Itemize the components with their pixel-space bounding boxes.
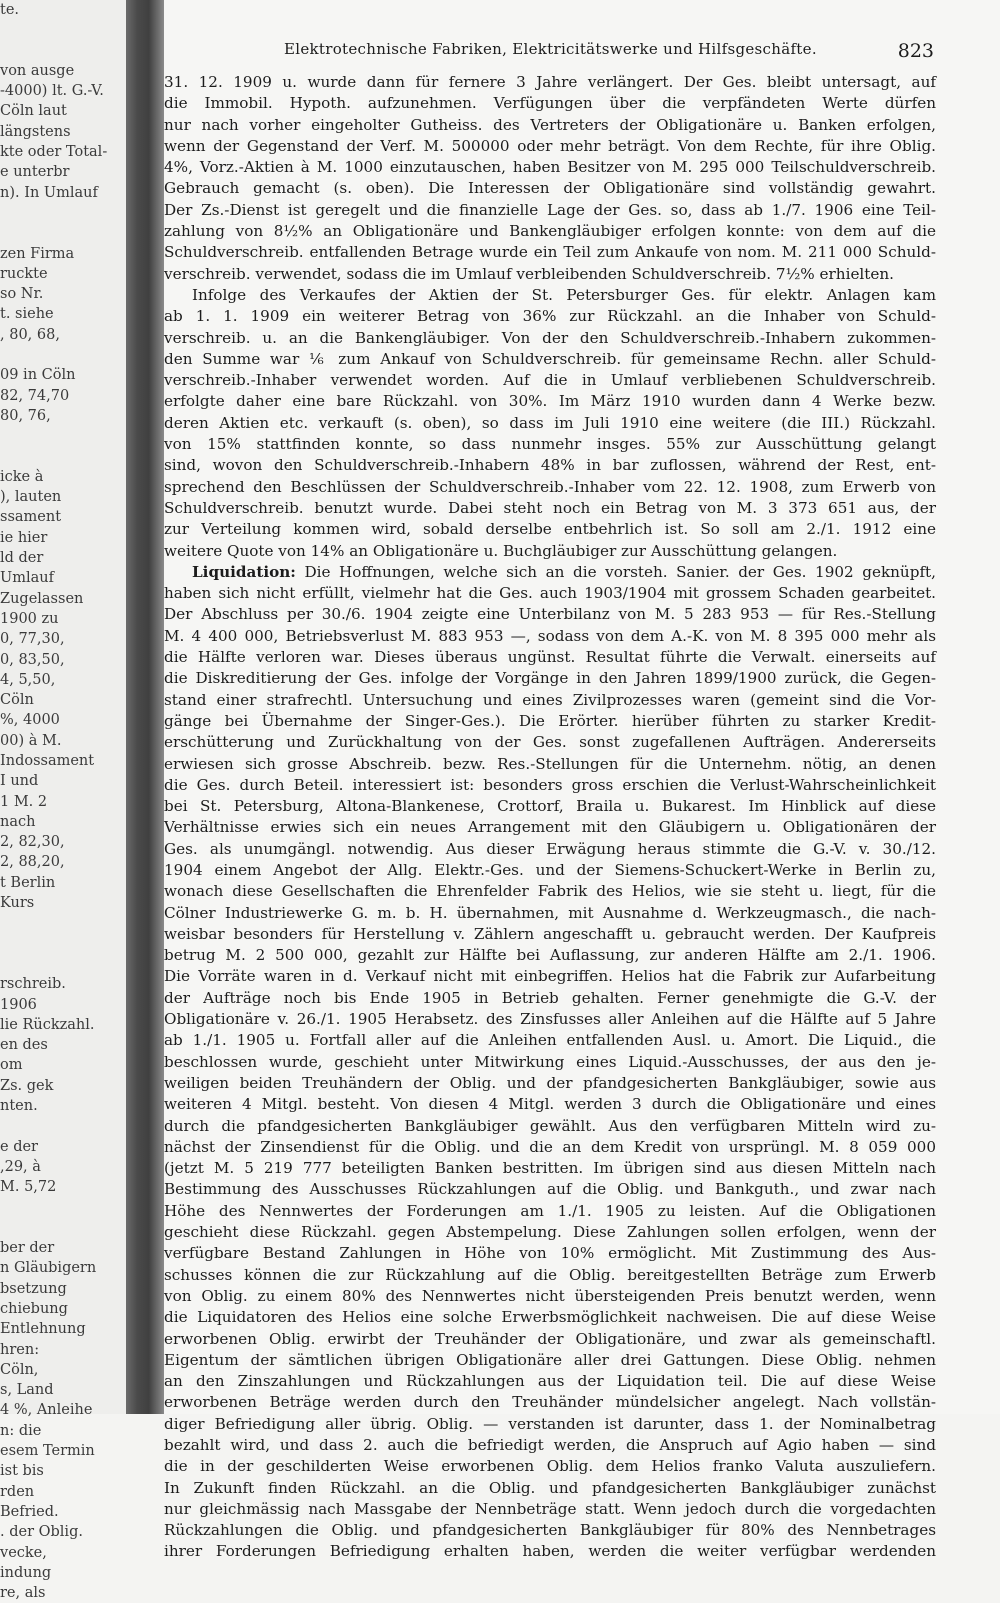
left-page-line: om — [0, 1057, 23, 1074]
left-page-line: Cöln — [0, 692, 34, 709]
body-line: In Zukunft finden Rückzahl. an die Oblig. und pfandgesicherten Bankgläubiger zunächst — [164, 1478, 936, 1497]
body-line: weitere Quote von 14% an Obligationäre u. Buchgläubiger zur Ausschüttung gelangen. — [164, 541, 838, 560]
page-number: 823 — [897, 40, 934, 62]
body-line: nur nach vorher eingeholter Gutheiss. des Vertreters der Obligationäre u. Banken erfolgen, — [164, 115, 936, 134]
body-line: die Diskreditierung der Ges. infolge der Vorgänge in den Jahren 1899/1900 zurück, die Gegen- — [164, 669, 936, 688]
body-line: Bestimmung des Ausschusses Rückzahlungen auf die Oblig. und Bankguth., und zwar nach — [164, 1180, 936, 1199]
body-line: 1904 einem Angebot der Allg. Elektr.-Ges. und der Siemens-Schuckert-Werke in Berlin zu, — [164, 860, 936, 879]
left-page-line: bsetzung — [0, 1280, 67, 1297]
body-line: sind, wovon den Schuldverschreib.-Inhabern 48% in bar zuflossen, während der Rest, ent- — [164, 456, 936, 475]
body-line: erfolgte daher eine bare Rückzahl. von 30%. Im März 1910 wurden dann 4 Werke bezw. — [164, 392, 936, 411]
left-page-line: ), lauten — [0, 489, 62, 506]
left-page-line: Cöln, — [0, 1361, 39, 1378]
body-line: zur Verteilung kommen wird, sobald derselbe entbehrlich ist. So soll am 2./1. 1912 eine — [164, 520, 936, 539]
left-page-line: 0, 83,50, — [0, 651, 65, 668]
body-line: ab 1. 1. 1909 ein weiterer Betrag von 36% zur Rückzahl. an die Inhaber von Schuld- — [164, 307, 936, 326]
body-line: M. 4 400 000, Betriebsverlust M. 883 953 —, sodass von dem A.-K. von M. 8 395 000 mehr als — [164, 626, 936, 645]
left-page-line: . der Oblig. — [0, 1524, 83, 1541]
body-line: diger Befriedigung aller übrig. Oblig. — verstanden ist darunter, dass 1. der Nominalbetrag — [164, 1414, 936, 1433]
body-line: Die Vorräte waren in d. Verkauf nicht mit einbegriffen. Helios hat die Fabrik zur Aufarbeitung — [164, 967, 936, 986]
body-line: (jetzt M. 5 219 777 beteiligten Banken bestritten. Im übrigen sind aus diesen Mitteln nach — [164, 1159, 936, 1178]
body-line: wenn der Gegenstand der Verf. M. 500000 oder mehr beträgt. Von dem Rechte, für ihre Oblig. — [164, 136, 936, 155]
body-line: wonach diese Gesellschaften die Ehrenfelder Fabrik des Helios, wie sie steht u. liegt, für die — [164, 882, 936, 901]
left-page-line: re, als — [0, 1585, 46, 1602]
left-page-line: 2, 88,20, — [0, 854, 65, 871]
left-page-line: ist bis — [0, 1463, 44, 1480]
section-lead-in: Liquidation: — [192, 562, 296, 581]
left-page-line: von ausge — [0, 62, 75, 79]
left-page-line: , 80, 68, — [0, 326, 60, 343]
left-page-line — [0, 41, 118, 61]
left-page-line — [0, 934, 118, 954]
left-page-line: 4, 5,50, — [0, 671, 56, 688]
left-page-line — [0, 345, 118, 365]
left-page-line: hren: — [0, 1341, 40, 1358]
body-line: ihrer Forderungen Befriedigung erhalten haben, werden die weiter verfügbar werdenden — [164, 1542, 936, 1561]
left-page-line: so Nr. — [0, 286, 44, 303]
left-page-line: n Gläubigern — [0, 1260, 97, 1277]
left-page-line: s, Land — [0, 1382, 54, 1399]
body-line: bezahlt wird, und dass 2. auch die befriedigt werden, die Anspruch auf Agio haben — sind — [164, 1436, 936, 1454]
body-line: an den Zinszahlungen und Rückzahlungen aus der Liquidation teil. Die auf diese Weise — [164, 1372, 936, 1391]
body-line: Schuldverschreib. benutzt wurde. Dabei steht noch ein Betrag von M. 3 373 651 aus, der — [164, 498, 936, 517]
body-line: durch die pfandgesicherten Bankgläubiger gewählt. Aus den verfügbaren Mitteln wird zu- — [164, 1116, 936, 1135]
left-page-line — [0, 1116, 118, 1136]
body-line: die Liquidatoren des Helios eine solche Erwerbsmöglichkeit nachweisen. Die auf diese Weise — [164, 1308, 936, 1327]
left-page-line: Umlauf — [0, 570, 54, 587]
running-head: Elektrotechnische Fabriken, Elektricitätswerke und Hilfsgeschäfte. — [284, 40, 817, 58]
body-line: zahlung von 8½% an Obligationäre und Bankengläubiger erfolgen konnte: von dem auf die — [164, 222, 936, 241]
body-line: den Summe war ⅙ zum Ankauf von Schuldverschreib. für gemeinsame Rechn. aller Schuld- — [164, 349, 936, 368]
body-line: stand einer strafrechtl. Untersuchung und eines Zivilprozesses waren (gemeint sind die Vor- — [164, 690, 936, 709]
body-line: 4%, Vorz.-Aktien à M. 1000 einzutauschen, haben Besitzer von M. 295 000 Teilschuldverschreib. — [164, 158, 936, 177]
left-page-line — [0, 913, 118, 933]
body-line: geschieht diese Rückzahl. gegen Abstempelung. Diese Zahlungen sollen erfolgen, wenn der — [164, 1223, 936, 1242]
body-line: erworbenen Oblig. erwirbt der Treuhänder der Obligationäre, und zwar als gemeinschaftl. — [164, 1329, 936, 1348]
body-line: Infolge des Verkaufes der Aktien der St. Petersburger Ges. für elektr. Anlagen kam — [192, 285, 936, 304]
left-page-line: ,29, à — [0, 1158, 41, 1175]
left-page-line: kte oder Total- — [0, 144, 108, 161]
left-page-line: lie Rückzahl. — [0, 1016, 95, 1033]
body-line: Verhältnisse erwies sich ein neues Arrangement mit den Gläubigern u. Obligationären der — [164, 818, 936, 837]
main-page — [164, 0, 1000, 1561]
body-line: haben sich nicht erfüllt, vielmehr hat die Ges. auch 1903/1904 mit grossem Schaden gearbeitet. — [164, 584, 936, 603]
left-page-line: vecke, — [0, 1544, 47, 1561]
left-page-line: zen Firma — [0, 245, 75, 262]
left-page-line: t Berlin — [0, 874, 56, 891]
body-line: sprechend den Beschlüssen der Schuldverschreib.-Inhaber vom 22. 12. 1908, zum Erwerb von — [164, 477, 936, 496]
left-page-line: Zs. gek — [0, 1077, 54, 1094]
body-line: betrug M. 2 500 000, gezahlt zur Hälfte bei Auflassung, zur anderen Hälfte am 2./1. 1906. — [164, 946, 936, 965]
left-page-line: Befried. — [0, 1503, 59, 1520]
left-page-line: Zugelassen — [0, 590, 84, 607]
left-page-line — [0, 426, 118, 446]
body-line: deren Aktien etc. verkauft (s. oben), so dass im Juli 1910 eine weitere (die III.) Rückzahl. — [164, 413, 936, 432]
left-page-text-column — [0, 0, 118, 1603]
body-line: ab 1./1. 1905 u. Fortfall aller auf die Anleihen entfallenden Ausl. u. Amort. Die Liquid., die — [164, 1031, 936, 1050]
left-page-line: 1906 — [0, 996, 37, 1013]
left-page-line: e unterbr — [0, 164, 70, 181]
body-line: weiteren 4 Mitgl. besteht. Von diesen 4 Mitgl. werden 3 durch die Obligationäre und eines — [164, 1095, 936, 1114]
left-page-line — [0, 223, 118, 243]
left-page-line: esem Termin — [0, 1443, 95, 1460]
body-line: Rückzahlungen die Oblig. und pfandgesicherten Bankgläubiger für 80% des Nennbetrages — [164, 1521, 936, 1540]
left-page-line: 82, 74,70 — [0, 387, 70, 404]
left-page-line: n). In Umlauf — [0, 184, 98, 201]
left-page-line: Entlehnung — [0, 1321, 86, 1338]
left-page-line: nach — [0, 813, 36, 830]
body-line: die Hälfte verloren war. Dieses überaus ungünst. Resultat führte die Verwalt. einerseits auf — [164, 648, 936, 667]
body-line: die Immobil. Hypoth. aufzunehmen. Verfügungen über die verpfändeten Werte dürfen — [164, 94, 936, 113]
left-page-line: nten. — [0, 1098, 38, 1115]
body-line: weisbar besonders für Herstellung v. Zählern angeschafft u. gebraucht werden. Der Kaufpreis — [164, 924, 936, 943]
body-line: weiligen beiden Treuhändern der Oblig. und der pfandgesicherten Bankgläubiger, sowie aus — [164, 1073, 936, 1092]
left-page-fragment — [0, 0, 128, 1602]
left-page-line — [0, 203, 118, 223]
body-line: Obligationäre v. 26./1. 1905 Herabsetz. des Zinsfusses aller Anleihen auf die Hälfte auf 5 Jahre — [164, 1010, 936, 1029]
left-page-line: t. siehe — [0, 306, 54, 323]
left-page-line: 2, 82,30, — [0, 834, 65, 851]
left-page-line: Cöln laut — [0, 103, 67, 120]
left-page-line: 09 in Cöln — [0, 367, 76, 384]
left-page-line: -4000) lt. G.-V. — [0, 83, 104, 100]
body-line: erwiesen sich grosse Abschreib. bezw. Res.-Stellungen für die Unternehm. nötig, an denen — [164, 754, 936, 773]
body-line: Cölner Industriewerke G. m. b. H. übernahmen, mit Ausnahme d. Werkzeugmasch., die nach- — [164, 903, 936, 922]
body-line: verschreib. u. an die Bankengläubiger. Von der den Schuldverschreib.-Inhabern zukommen- — [164, 328, 936, 347]
left-page-line: 00) à M. — [0, 732, 62, 749]
body-line: von Oblig. zu einem 80% des Nennwertes nicht übersteigenden Preis benutzt werden, wenn — [164, 1286, 936, 1305]
left-page-line: ld der — [0, 550, 44, 567]
left-page-line: ie hier — [0, 529, 48, 546]
left-page-line — [0, 1218, 118, 1238]
left-page-line: ssament — [0, 509, 62, 526]
body-line: Der Zs.-Dienst ist geregelt und die finanzielle Lage der Ges. so, dass ab 1./7. 1906 eine Teil- — [164, 200, 936, 219]
left-page-line: Indossament — [0, 752, 95, 769]
left-page-line: en des — [0, 1037, 48, 1054]
body-line: Eigentum der sämtlichen übrigen Obligationäre aller drei Gattungen. Diese Oblig. nehmen — [164, 1350, 936, 1369]
left-page-line: rschreib. — [0, 976, 66, 993]
body-text — [164, 72, 936, 1563]
left-page-line — [0, 447, 118, 467]
left-page-line: ruckte — [0, 265, 48, 282]
left-page-line: rden — [0, 1483, 35, 1500]
body-line: Gebrauch gemacht (s. oben). Die Interessen der Obligationäre sind vollständig gewahrt. — [164, 179, 936, 198]
body-line: nächst der Zinsendienst für die Oblig. und die an dem Kredit von ursprüngl. M. 8 059 000 — [164, 1137, 936, 1156]
left-page-line: n: die — [0, 1422, 42, 1439]
left-page-line: 1 M. 2 — [0, 793, 48, 810]
body-line: nur gleichmässig nach Massgabe der Nennbeträge statt. Wenn jedoch durch die vorgedachten — [164, 1499, 936, 1518]
left-page-line — [0, 954, 118, 974]
left-page-line: 4 %, Anleihe — [0, 1402, 93, 1419]
body-line: der Aufträge noch bis Ende 1905 in Betrieb gehalten. Ferner genehmigte die G.-V. der — [164, 988, 936, 1007]
body-line: von 15% stattfinden konnte, so dass nunmehr insges. 55% zur Ausschüttung gelangt — [164, 435, 936, 454]
body-line: Liquidation: Die Hoffnungen, welche sich an die vorsteh. Sanier. der Ges. 1902 geknüpft, — [192, 562, 936, 581]
body-line: die Ges. durch Beteil. interessiert ist: besonders gross erschien die Verlust-Wahrscheinlichkeit — [164, 775, 936, 794]
body-line: erschütterung und Zurückhaltung von der Ges. sonst zugefallenen Aufträgen. Andererseits — [164, 733, 936, 752]
left-page-line: indung — [0, 1564, 52, 1581]
left-page-line — [0, 20, 118, 40]
body-line: Der Abschluss per 30./6. 1904 zeigte eine Unterbilanz von M. 5 283 953 — für Res.-Stellung — [164, 605, 936, 624]
left-page-line: I und — [0, 773, 39, 790]
body-line: verschreib. verwendet, sodass die im Umlauf verbleibenden Schuldverschreib. 7½% erhielten. — [164, 264, 894, 283]
body-line: Höhe des Nennwertes der Forderungen am 1./1. 1905 zu leisten. Auf die Obligationen — [164, 1201, 936, 1220]
book-gutter — [126, 0, 164, 1414]
body-line: verschreib.-Inhaber verwendet worden. Auf die in Umlauf verbliebenen Schuldverschreib. — [164, 371, 936, 390]
body-line: schusses können die zur Rückzahlung auf die Oblig. bereitgestellten Beträge zum Erwerb — [164, 1265, 936, 1284]
body-line: 31. 12. 1909 u. wurde dann für fernere 3 Jahre verlängert. Der Ges. bleibt untersagt, auf — [164, 73, 936, 91]
body-line: Ges. als unumgängl. notwendig. Aus dieser Erwägung heraus stimmte die G.-V. v. 30./12. — [164, 839, 936, 858]
body-line: Schuldverschreib. entfallenden Betrage wurde ein Teil zum Ankaufe von nom. M. 211 000 Schuld- — [164, 243, 936, 262]
left-page-line: 80, 76, — [0, 407, 51, 424]
left-page-line: 0, 77,30, — [0, 631, 65, 648]
left-page-line: 1900 zu — [0, 610, 59, 627]
body-line: erworbenen Beträge werden durch den Treuhänder mündelsicher angelegt. Nach vollstän- — [164, 1393, 936, 1412]
left-page-line: M. 5,72 — [0, 1179, 57, 1196]
left-page-line: chiebung — [0, 1301, 68, 1317]
left-page-line: te. — [0, 2, 20, 18]
left-page-line: ber der — [0, 1240, 55, 1257]
body-line: beschlossen wurde, geschieht unter Mitwirkung eines Liquid.-Ausschusses, der aus den je- — [164, 1052, 936, 1071]
left-page-line: icke à — [0, 468, 44, 485]
body-line: die in der geschilderten Weise erworbenen Oblig. dem Helios franko Valuta auszuliefern. — [164, 1457, 936, 1476]
left-page-line — [0, 1198, 118, 1218]
left-page-line: Kurs — [0, 895, 35, 912]
left-page-line: %, 4000 — [0, 712, 60, 729]
left-page-line: e der — [0, 1138, 38, 1155]
left-page-line: längstens — [0, 123, 71, 140]
body-line: gänge bei Übernahme der Singer-Ges.). Die Erörter. hierüber führten zu starker Kredit- — [164, 711, 936, 730]
body-line: verfügbare Bestand Zahlungen in Höhe von 10% ermöglicht. Mit Zustimmung des Aus- — [164, 1244, 936, 1263]
body-line: bei St. Petersburg, Altona-Blankenese, Crottorf, Braila u. Bukarest. Im Hinblick auf diese — [164, 797, 936, 816]
